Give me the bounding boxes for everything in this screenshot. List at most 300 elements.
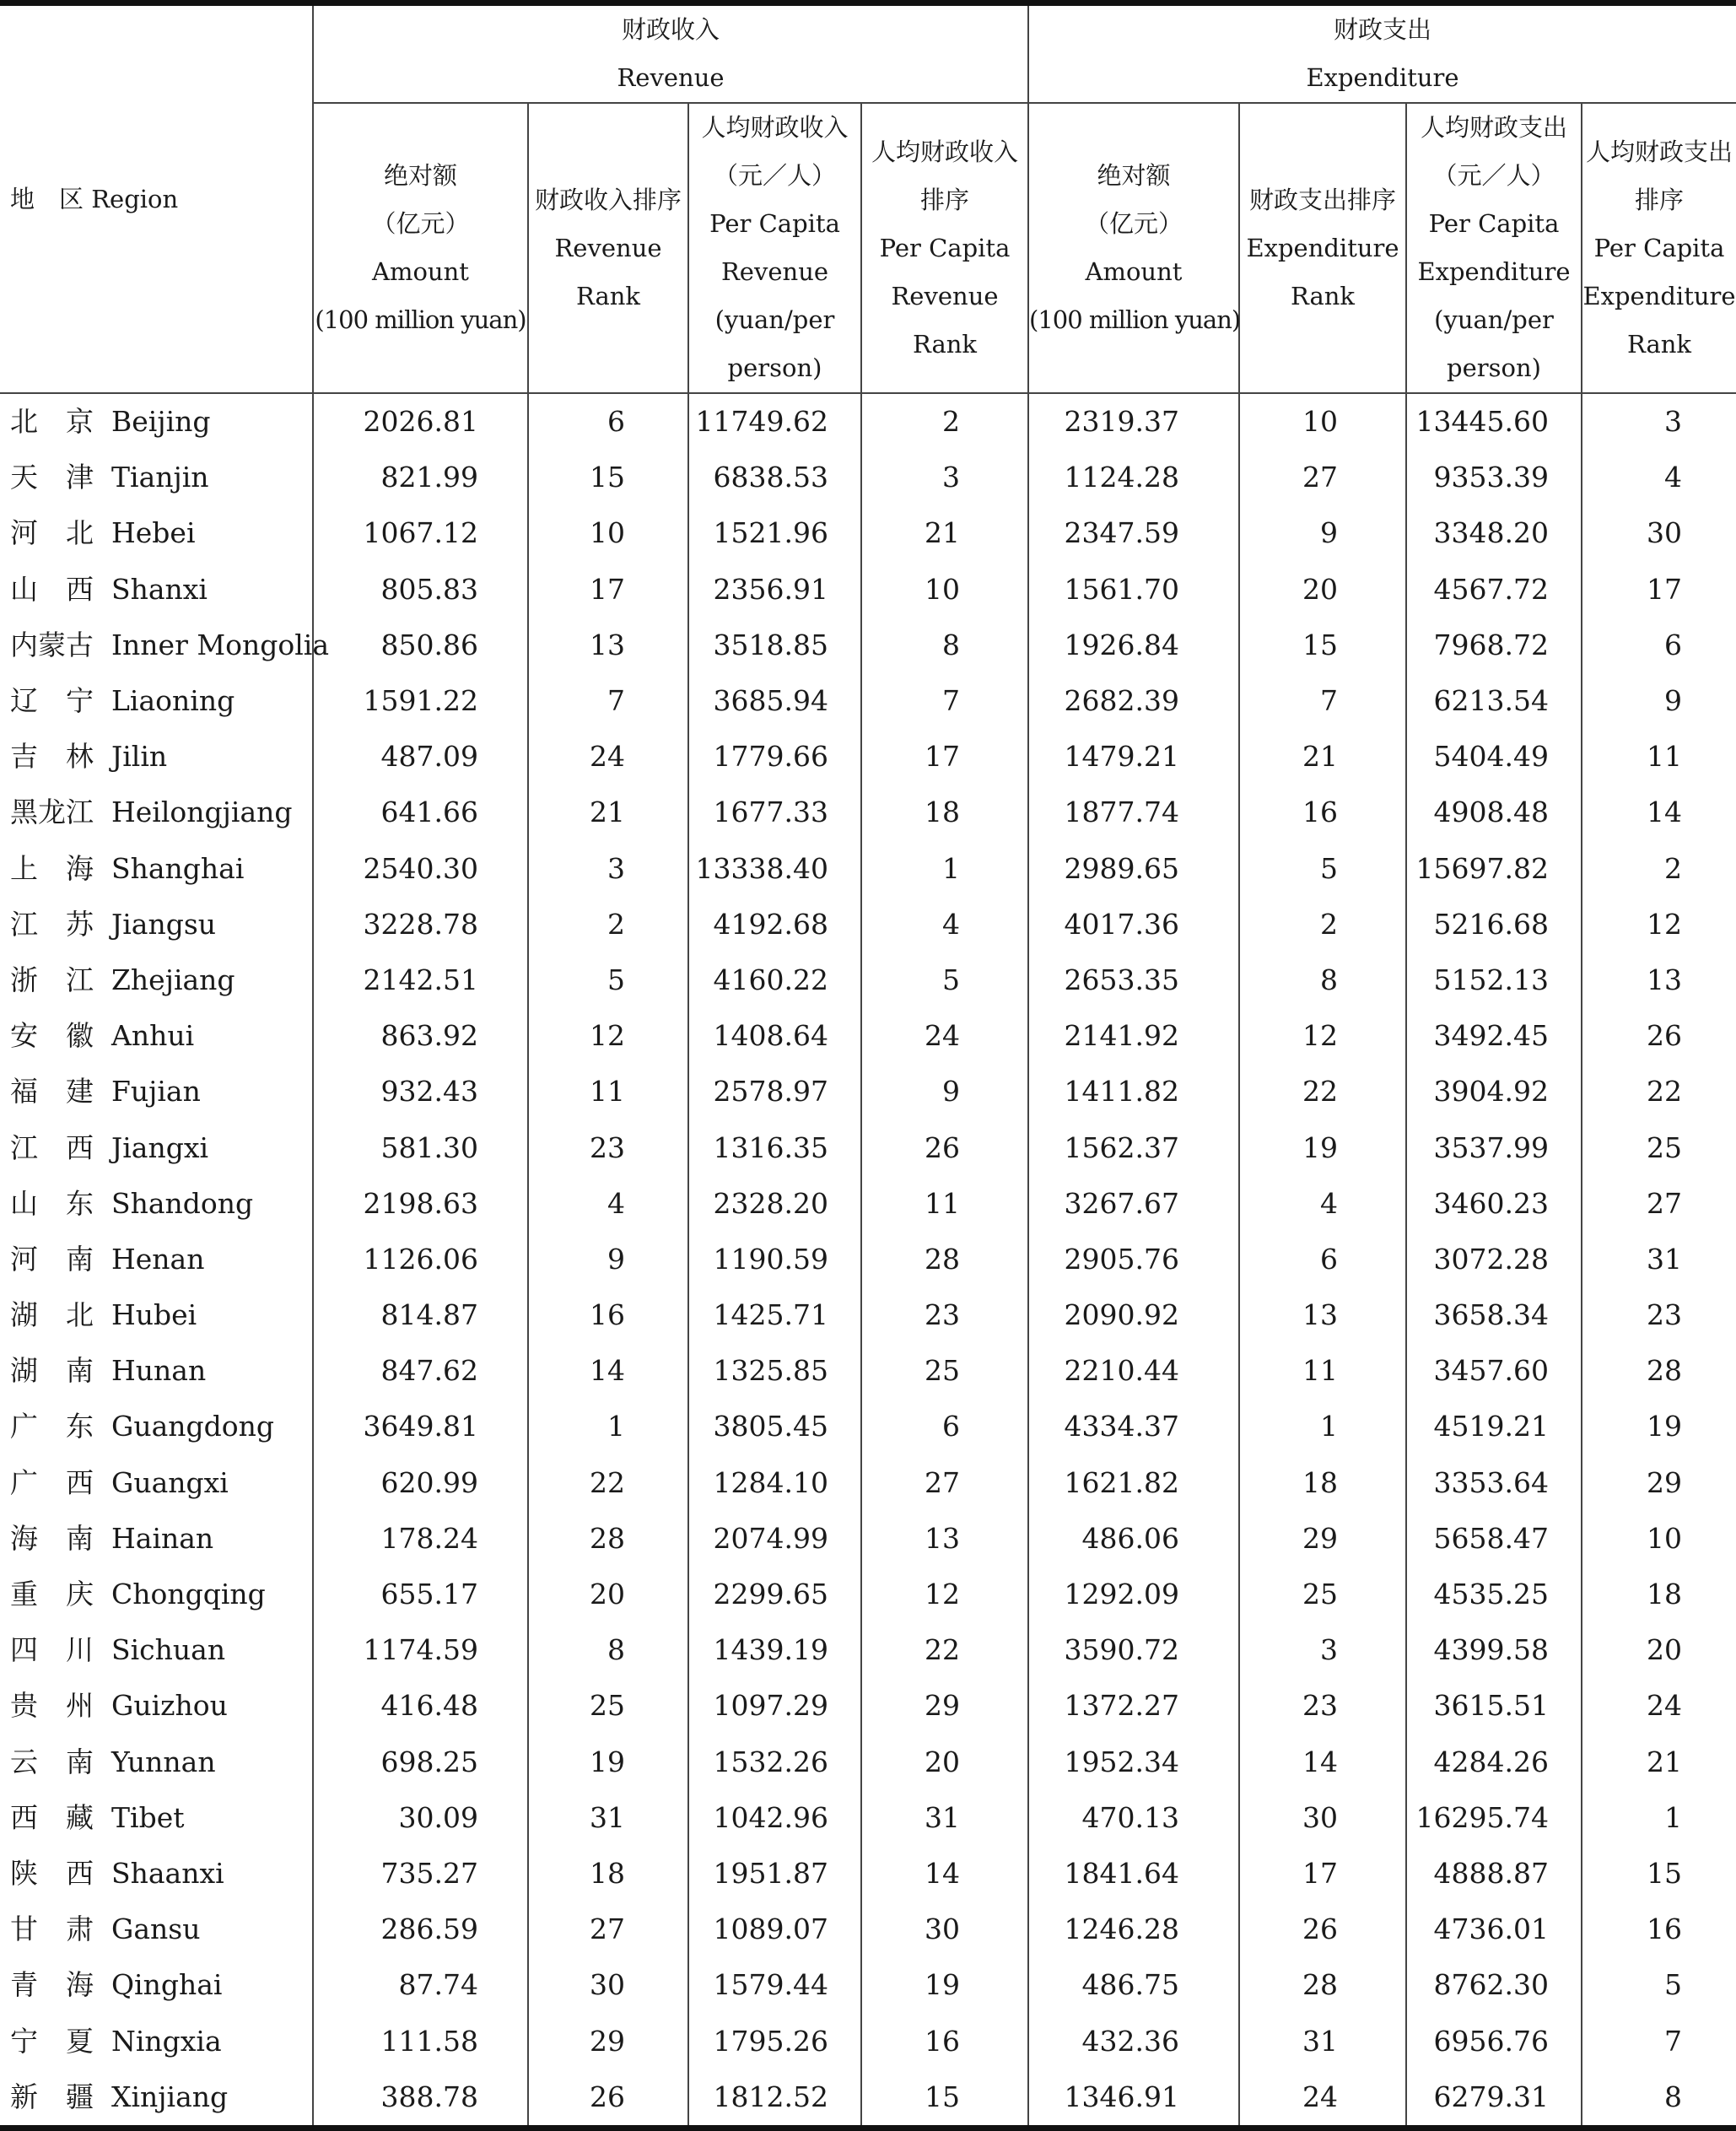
revenue-rank-cell: 20 bbox=[528, 1567, 688, 1622]
expenditure-per-capita-rank-cell: 1 bbox=[1582, 1790, 1736, 1846]
expenditure-per-capita-rank-cell: 21 bbox=[1582, 1734, 1736, 1790]
exp-amount-header-line: (100 million yuan) bbox=[1029, 305, 1241, 334]
region-name-en: Hunan bbox=[111, 1354, 207, 1388]
region-name-en: Chongqing bbox=[111, 1578, 266, 1611]
rev-pc-header-line: Revenue bbox=[720, 257, 829, 286]
region-name-cn: 上 海 bbox=[10, 851, 94, 885]
exp-pc-rank-header-line: 人均财政支出 bbox=[1585, 137, 1733, 166]
region-name-cn: 宁 夏 bbox=[10, 2024, 94, 2058]
expenditure-per-capita-cell: 6213.54 bbox=[1406, 673, 1582, 729]
expenditure-per-capita-cell: 3904.92 bbox=[1406, 1064, 1582, 1119]
expenditure-rank-cell: 30 bbox=[1239, 1790, 1406, 1846]
region-name-en: Guizhou bbox=[111, 1689, 228, 1723]
exp-pc-header-line: （元／人） bbox=[1432, 161, 1555, 190]
region-cell bbox=[0, 1957, 313, 2013]
revenue-amount-cell: 2142.51 bbox=[313, 952, 528, 1008]
region-name-cn: 陕 西 bbox=[10, 1856, 94, 1890]
expenditure-per-capita-rank-cell: 5 bbox=[1582, 1957, 1736, 2013]
region-cell bbox=[0, 1232, 313, 1287]
region-cell bbox=[0, 1343, 313, 1399]
region-name-en: Guangxi bbox=[111, 1465, 229, 1499]
rev-pc-header-line: person) bbox=[727, 353, 822, 382]
table-row bbox=[0, 1232, 1736, 1287]
region-cell bbox=[0, 1734, 313, 1790]
expenditure-per-capita-rank-cell: 30 bbox=[1582, 505, 1736, 561]
revenue-per-capita-cell: 1439.19 bbox=[688, 1622, 861, 1678]
expenditure-amount-cell: 1841.64 bbox=[1028, 1846, 1239, 1902]
table-row bbox=[0, 450, 1736, 505]
exp-rank-header-line: Expenditure bbox=[1246, 233, 1399, 262]
rev-rank-header-line: Revenue bbox=[554, 233, 662, 262]
revenue-rank-cell: 7 bbox=[528, 673, 688, 729]
revenue-rank-cell: 19 bbox=[528, 1734, 688, 1790]
expenditure-amount-cell: 1621.82 bbox=[1028, 1455, 1239, 1511]
revenue-per-capita-cell: 3685.94 bbox=[688, 673, 861, 729]
revenue-rank-cell: 31 bbox=[528, 1790, 688, 1846]
region-cell bbox=[0, 1567, 313, 1622]
revenue-rank-cell: 12 bbox=[528, 1008, 688, 1064]
exp-pc-header-line: Per Capita bbox=[1428, 209, 1560, 238]
rev-pc-rank-header-line: Per Capita bbox=[879, 233, 1011, 262]
table-row bbox=[0, 785, 1736, 840]
table-row bbox=[0, 1343, 1736, 1399]
revenue-per-capita-cell: 1089.07 bbox=[688, 1902, 861, 1957]
region-name-en: Shanghai bbox=[111, 851, 245, 885]
region-name-cn: 山 东 bbox=[10, 1186, 94, 1220]
expenditure-group-en: Expenditure bbox=[1306, 63, 1459, 92]
expenditure-rank-cell: 15 bbox=[1239, 618, 1406, 673]
revenue-amount-cell: 388.78 bbox=[313, 2069, 528, 2128]
revenue-rank-cell: 26 bbox=[528, 2069, 688, 2128]
revenue-per-capita-cell: 1042.96 bbox=[688, 1790, 861, 1846]
expenditure-per-capita-rank-cell: 13 bbox=[1582, 952, 1736, 1008]
revenue-per-capita-cell: 1325.85 bbox=[688, 1343, 861, 1399]
region-name-cn: 青 海 bbox=[10, 1968, 94, 2002]
region-cell bbox=[0, 2069, 313, 2128]
revenue-rank-cell: 28 bbox=[528, 1511, 688, 1567]
region-name-en: Ningxia bbox=[111, 2024, 222, 2058]
revenue-amount-cell: 416.48 bbox=[313, 1678, 528, 1734]
revenue-per-capita-rank-cell: 1 bbox=[861, 841, 1028, 897]
exp-amount-header bbox=[1028, 103, 1239, 393]
exp-pc-rank-header-line: Rank bbox=[1626, 329, 1692, 359]
expenditure-rank-cell: 3 bbox=[1239, 1622, 1406, 1678]
expenditure-per-capita-rank-cell: 7 bbox=[1582, 2013, 1736, 2069]
region-cell bbox=[0, 1902, 313, 1957]
expenditure-per-capita-cell: 7968.72 bbox=[1406, 618, 1582, 673]
expenditure-per-capita-cell: 3348.20 bbox=[1406, 505, 1582, 561]
revenue-per-capita-rank-cell: 20 bbox=[861, 1734, 1028, 1790]
revenue-rank-cell: 11 bbox=[528, 1064, 688, 1119]
expenditure-per-capita-cell: 3457.60 bbox=[1406, 1343, 1582, 1399]
revenue-per-capita-cell: 3518.85 bbox=[688, 618, 861, 673]
expenditure-rank-cell: 22 bbox=[1239, 1064, 1406, 1119]
table-row bbox=[0, 505, 1736, 561]
revenue-per-capita-rank-cell: 7 bbox=[861, 673, 1028, 729]
revenue-rank-cell: 23 bbox=[528, 1119, 688, 1175]
revenue-per-capita-cell: 1521.96 bbox=[688, 505, 861, 561]
revenue-amount-cell: 821.99 bbox=[313, 450, 528, 505]
expenditure-amount-cell: 2090.92 bbox=[1028, 1287, 1239, 1343]
revenue-rank-cell: 8 bbox=[528, 1622, 688, 1678]
region-cell bbox=[0, 1008, 313, 1064]
table-row bbox=[0, 952, 1736, 1008]
revenue-per-capita-cell: 1677.33 bbox=[688, 785, 861, 840]
revenue-amount-cell: 735.27 bbox=[313, 1846, 528, 1902]
region-name-en: Jiangsu bbox=[111, 907, 217, 941]
revenue-per-capita-rank-cell: 25 bbox=[861, 1343, 1028, 1399]
expenditure-rank-cell: 31 bbox=[1239, 2013, 1406, 2069]
revenue-rank-cell: 10 bbox=[528, 505, 688, 561]
expenditure-amount-cell: 4334.37 bbox=[1028, 1399, 1239, 1454]
expenditure-per-capita-rank-cell: 4 bbox=[1582, 450, 1736, 505]
expenditure-per-capita-cell: 6956.76 bbox=[1406, 2013, 1582, 2069]
region-name-cn: 浙 江 bbox=[10, 963, 94, 996]
exp-rank-header-line: Rank bbox=[1290, 281, 1356, 310]
region-name-en: Inner Mongolia bbox=[111, 628, 330, 661]
region-name-en: Fujian bbox=[111, 1075, 201, 1109]
revenue-amount-cell: 814.87 bbox=[313, 1287, 528, 1343]
revenue-amount-cell: 847.62 bbox=[313, 1343, 528, 1399]
region-cell bbox=[0, 393, 313, 450]
exp-per-capita-header bbox=[1406, 103, 1582, 393]
exp-pc-header-line: Expenditure bbox=[1417, 257, 1571, 286]
revenue-rank-cell: 30 bbox=[528, 1957, 688, 2013]
revenue-per-capita-rank-cell: 9 bbox=[861, 1064, 1028, 1119]
region-cell bbox=[0, 1399, 313, 1454]
region-cell bbox=[0, 562, 313, 618]
revenue-per-capita-cell: 1408.64 bbox=[688, 1008, 861, 1064]
revenue-per-capita-rank-cell: 29 bbox=[861, 1678, 1028, 1734]
expenditure-per-capita-rank-cell: 29 bbox=[1582, 1455, 1736, 1511]
region-cell bbox=[0, 1287, 313, 1343]
expenditure-per-capita-cell: 16295.74 bbox=[1406, 1790, 1582, 1846]
expenditure-per-capita-rank-cell: 17 bbox=[1582, 562, 1736, 618]
expenditure-per-capita-rank-cell: 2 bbox=[1582, 841, 1736, 897]
expenditure-per-capita-rank-cell: 18 bbox=[1582, 1567, 1736, 1622]
expenditure-rank-cell: 8 bbox=[1239, 952, 1406, 1008]
revenue-amount-cell: 1591.22 bbox=[313, 673, 528, 729]
expenditure-per-capita-rank-cell: 28 bbox=[1582, 1343, 1736, 1399]
expenditure-per-capita-rank-cell: 8 bbox=[1582, 2069, 1736, 2128]
region-cell bbox=[0, 1678, 313, 1734]
table-row bbox=[0, 1119, 1736, 1175]
rev-pc-header-line: Per Capita bbox=[709, 209, 840, 238]
revenue-per-capita-rank-cell: 27 bbox=[861, 1455, 1028, 1511]
region-name-en: Anhui bbox=[111, 1019, 195, 1053]
revenue-per-capita-rank-cell: 13 bbox=[861, 1511, 1028, 1567]
table-row bbox=[0, 841, 1736, 897]
region-name-en: Henan bbox=[111, 1242, 205, 1276]
expenditure-per-capita-rank-cell: 27 bbox=[1582, 1176, 1736, 1232]
revenue-rank-cell: 3 bbox=[528, 841, 688, 897]
region-cell bbox=[0, 1176, 313, 1232]
expenditure-rank-cell: 21 bbox=[1239, 729, 1406, 785]
region-name-en: Shanxi bbox=[111, 572, 208, 606]
expenditure-per-capita-rank-cell: 9 bbox=[1582, 673, 1736, 729]
table-body bbox=[0, 393, 1736, 2128]
table-row bbox=[0, 1957, 1736, 2013]
revenue-group-header bbox=[313, 3, 1028, 104]
rev-pc-rank-header-line: Rank bbox=[912, 329, 978, 359]
region-cell bbox=[0, 673, 313, 729]
revenue-per-capita-cell: 1812.52 bbox=[688, 2069, 861, 2128]
revenue-per-capita-cell: 11749.62 bbox=[688, 393, 861, 450]
region-cell bbox=[0, 1790, 313, 1846]
revenue-amount-cell: 2026.81 bbox=[313, 393, 528, 450]
expenditure-per-capita-cell: 4736.01 bbox=[1406, 1902, 1582, 1957]
table-row bbox=[0, 2013, 1736, 2069]
expenditure-amount-cell: 486.75 bbox=[1028, 1957, 1239, 2013]
revenue-per-capita-cell: 2074.99 bbox=[688, 1511, 861, 1567]
revenue-amount-cell: 1126.06 bbox=[313, 1232, 528, 1287]
region-name-cn: 重 庆 bbox=[10, 1578, 94, 1611]
region-name-en: Shaanxi bbox=[111, 1856, 224, 1890]
expenditure-amount-cell: 3267.67 bbox=[1028, 1176, 1239, 1232]
rev-pc-header-line: 人均财政收入 bbox=[701, 113, 849, 142]
revenue-rank-cell: 1 bbox=[528, 1399, 688, 1454]
revenue-per-capita-cell: 1579.44 bbox=[688, 1957, 861, 2013]
revenue-per-capita-rank-cell: 28 bbox=[861, 1232, 1028, 1287]
expenditure-amount-cell: 2682.39 bbox=[1028, 673, 1239, 729]
table-row bbox=[0, 1790, 1736, 1846]
table-row bbox=[0, 1734, 1736, 1790]
revenue-per-capita-cell: 2578.97 bbox=[688, 1064, 861, 1119]
revenue-per-capita-cell: 1284.10 bbox=[688, 1455, 861, 1511]
region-name-cn: 湖 北 bbox=[10, 1298, 94, 1332]
expenditure-per-capita-cell: 8762.30 bbox=[1406, 1957, 1582, 2013]
revenue-per-capita-cell: 1425.71 bbox=[688, 1287, 861, 1343]
region-name-cn: 广 东 bbox=[10, 1410, 94, 1443]
revenue-rank-cell: 24 bbox=[528, 729, 688, 785]
expenditure-per-capita-cell: 4888.87 bbox=[1406, 1846, 1582, 1902]
expenditure-amount-cell: 2347.59 bbox=[1028, 505, 1239, 561]
expenditure-amount-cell: 1411.82 bbox=[1028, 1064, 1239, 1119]
revenue-per-capita-rank-cell: 16 bbox=[861, 2013, 1028, 2069]
table-row bbox=[0, 1287, 1736, 1343]
table-row bbox=[0, 729, 1736, 785]
table-row bbox=[0, 1846, 1736, 1902]
rev-rank-header bbox=[528, 103, 688, 393]
expenditure-per-capita-cell: 9353.39 bbox=[1406, 450, 1582, 505]
region-name-cn: 新 疆 bbox=[10, 2080, 94, 2113]
expenditure-per-capita-rank-cell: 26 bbox=[1582, 1008, 1736, 1064]
table-row bbox=[0, 1511, 1736, 1567]
revenue-per-capita-cell: 1316.35 bbox=[688, 1119, 861, 1175]
rev-amount-header-line: （亿元） bbox=[371, 209, 470, 238]
revenue-per-capita-cell: 3805.45 bbox=[688, 1399, 861, 1454]
exp-pc-rank-header-line: Per Capita bbox=[1593, 233, 1725, 262]
expenditure-rank-cell: 16 bbox=[1239, 785, 1406, 840]
region-name-en: Jiangxi bbox=[111, 1130, 209, 1164]
region-cell bbox=[0, 897, 313, 952]
region-name-cn: 湖 南 bbox=[10, 1354, 94, 1388]
expenditure-per-capita-rank-cell: 23 bbox=[1582, 1287, 1736, 1343]
region-cell bbox=[0, 729, 313, 785]
revenue-per-capita-cell: 4192.68 bbox=[688, 897, 861, 952]
expenditure-per-capita-rank-cell: 3 bbox=[1582, 393, 1736, 450]
region-cell bbox=[0, 1846, 313, 1902]
revenue-amount-cell: 487.09 bbox=[313, 729, 528, 785]
revenue-amount-cell: 178.24 bbox=[313, 1511, 528, 1567]
expenditure-per-capita-rank-cell: 10 bbox=[1582, 1511, 1736, 1567]
rev-rank-header-line: 财政收入排序 bbox=[534, 185, 682, 214]
expenditure-amount-cell: 1561.70 bbox=[1028, 562, 1239, 618]
table-row bbox=[0, 897, 1736, 952]
expenditure-amount-cell: 4017.36 bbox=[1028, 897, 1239, 952]
expenditure-per-capita-rank-cell: 15 bbox=[1582, 1846, 1736, 1902]
region-cell bbox=[0, 1119, 313, 1175]
revenue-per-capita-rank-cell: 19 bbox=[861, 1957, 1028, 2013]
expenditure-per-capita-rank-cell: 14 bbox=[1582, 785, 1736, 840]
region-cell bbox=[0, 952, 313, 1008]
revenue-per-capita-cell: 4160.22 bbox=[688, 952, 861, 1008]
revenue-rank-cell: 16 bbox=[528, 1287, 688, 1343]
revenue-amount-cell: 932.43 bbox=[313, 1064, 528, 1119]
expenditure-amount-cell: 1346.91 bbox=[1028, 2069, 1239, 2128]
table-row bbox=[0, 1455, 1736, 1511]
rev-per-capita-rank-header bbox=[861, 103, 1028, 393]
expenditure-per-capita-rank-cell: 22 bbox=[1582, 1064, 1736, 1119]
table-row bbox=[0, 1399, 1736, 1454]
expenditure-rank-cell: 29 bbox=[1239, 1511, 1406, 1567]
region-name-en: Hubei bbox=[111, 1298, 197, 1332]
expenditure-per-capita-cell: 3353.64 bbox=[1406, 1455, 1582, 1511]
expenditure-amount-cell: 1292.09 bbox=[1028, 1567, 1239, 1622]
table-row bbox=[0, 1008, 1736, 1064]
region-name-cn: 贵 州 bbox=[10, 1689, 94, 1723]
expenditure-per-capita-cell: 5216.68 bbox=[1406, 897, 1582, 952]
region-name-cn: 山 西 bbox=[10, 572, 94, 606]
table-row bbox=[0, 673, 1736, 729]
revenue-amount-cell: 620.99 bbox=[313, 1455, 528, 1511]
table-row bbox=[0, 1567, 1736, 1622]
expenditure-rank-cell: 5 bbox=[1239, 841, 1406, 897]
revenue-amount-cell: 2540.30 bbox=[313, 841, 528, 897]
expenditure-rank-cell: 4 bbox=[1239, 1176, 1406, 1232]
revenue-per-capita-rank-cell: 5 bbox=[861, 952, 1028, 1008]
region-cell bbox=[0, 1064, 313, 1119]
table-header bbox=[0, 3, 1736, 394]
exp-rank-header bbox=[1239, 103, 1406, 393]
rev-pc-rank-header-line: 人均财政收入 bbox=[871, 137, 1018, 166]
region-cell bbox=[0, 1455, 313, 1511]
region-cell bbox=[0, 505, 313, 561]
revenue-per-capita-rank-cell: 4 bbox=[861, 897, 1028, 952]
expenditure-per-capita-cell: 4908.48 bbox=[1406, 785, 1582, 840]
region-name-cn: 西 藏 bbox=[10, 1800, 94, 1834]
region-cell bbox=[0, 841, 313, 897]
exp-pc-rank-header-line: Expenditure bbox=[1582, 281, 1736, 310]
expenditure-per-capita-cell: 15697.82 bbox=[1406, 841, 1582, 897]
expenditure-rank-cell: 12 bbox=[1239, 1008, 1406, 1064]
expenditure-rank-cell: 7 bbox=[1239, 673, 1406, 729]
expenditure-per-capita-rank-cell: 20 bbox=[1582, 1622, 1736, 1678]
region-name-en: Sichuan bbox=[111, 1633, 226, 1667]
rev-pc-header-line: (yuan/per bbox=[714, 305, 835, 334]
revenue-rank-cell: 4 bbox=[528, 1176, 688, 1232]
expenditure-amount-cell: 1372.27 bbox=[1028, 1678, 1239, 1734]
revenue-rank-cell: 25 bbox=[528, 1678, 688, 1734]
region-name-en: Hainan bbox=[111, 1521, 214, 1555]
revenue-per-capita-cell: 1190.59 bbox=[688, 1232, 861, 1287]
region-cell bbox=[0, 618, 330, 673]
revenue-amount-cell: 111.58 bbox=[313, 2013, 528, 2069]
revenue-amount-cell: 655.17 bbox=[313, 1567, 528, 1622]
expenditure-per-capita-cell: 3537.99 bbox=[1406, 1119, 1582, 1175]
expenditure-amount-cell: 1952.34 bbox=[1028, 1734, 1239, 1790]
table-row bbox=[0, 1064, 1736, 1119]
rev-amount-header-line: 绝对额 bbox=[383, 161, 457, 190]
expenditure-amount-cell: 2989.65 bbox=[1028, 841, 1239, 897]
expenditure-per-capita-cell: 4567.72 bbox=[1406, 562, 1582, 618]
revenue-per-capita-cell: 1779.66 bbox=[688, 729, 861, 785]
exp-amount-header-line: （亿元） bbox=[1084, 209, 1183, 238]
table-row bbox=[0, 1622, 1736, 1678]
expenditure-amount-cell: 470.13 bbox=[1028, 1790, 1239, 1846]
exp-pc-header-line: (yuan/per bbox=[1434, 305, 1554, 334]
revenue-per-capita-rank-cell: 15 bbox=[861, 2069, 1028, 2128]
region-name-cn: 北 京 bbox=[10, 405, 94, 439]
revenue-amount-cell: 863.92 bbox=[313, 1008, 528, 1064]
expenditure-rank-cell: 26 bbox=[1239, 1902, 1406, 1957]
expenditure-rank-cell: 1 bbox=[1239, 1399, 1406, 1454]
expenditure-amount-cell: 1926.84 bbox=[1028, 618, 1239, 673]
expenditure-per-capita-cell: 13445.60 bbox=[1406, 393, 1582, 450]
expenditure-rank-cell: 19 bbox=[1239, 1119, 1406, 1175]
expenditure-per-capita-rank-cell: 19 bbox=[1582, 1399, 1736, 1454]
table-row bbox=[0, 562, 1736, 618]
region-name-cn: 江 苏 bbox=[10, 907, 94, 941]
rev-amount-header-line: Amount bbox=[372, 257, 469, 286]
expenditure-amount-cell: 2210.44 bbox=[1028, 1343, 1239, 1399]
revenue-per-capita-rank-cell: 12 bbox=[861, 1567, 1028, 1622]
region-name-en: Shandong bbox=[111, 1186, 254, 1220]
expenditure-rank-cell: 10 bbox=[1239, 393, 1406, 450]
revenue-rank-cell: 6 bbox=[528, 393, 688, 450]
exp-per-capita-rank-header bbox=[1582, 103, 1736, 393]
revenue-rank-cell: 9 bbox=[528, 1232, 688, 1287]
table-row bbox=[0, 1902, 1736, 1957]
revenue-rank-cell: 17 bbox=[528, 562, 688, 618]
revenue-amount-cell: 641.66 bbox=[313, 785, 528, 840]
revenue-rank-cell: 15 bbox=[528, 450, 688, 505]
expenditure-per-capita-cell: 4399.58 bbox=[1406, 1622, 1582, 1678]
region-cell bbox=[0, 1622, 313, 1678]
rev-pc-rank-header-line: 排序 bbox=[919, 185, 969, 214]
table-row bbox=[0, 1176, 1736, 1232]
table-row bbox=[0, 393, 1736, 450]
expenditure-per-capita-rank-cell: 24 bbox=[1582, 1678, 1736, 1734]
expenditure-amount-cell: 2319.37 bbox=[1028, 393, 1239, 450]
table-row bbox=[0, 2069, 1736, 2128]
expenditure-group-header bbox=[1028, 3, 1736, 104]
region-name-en: Zhejiang bbox=[111, 963, 235, 996]
revenue-per-capita-rank-cell: 10 bbox=[861, 562, 1028, 618]
region-name-cn: 内蒙古 bbox=[10, 628, 94, 661]
region-name-cn: 广 西 bbox=[10, 1465, 94, 1499]
expenditure-amount-cell: 1877.74 bbox=[1028, 785, 1239, 840]
revenue-per-capita-rank-cell: 24 bbox=[861, 1008, 1028, 1064]
expenditure-per-capita-cell: 6279.31 bbox=[1406, 2069, 1582, 2128]
expenditure-rank-cell: 28 bbox=[1239, 1957, 1406, 2013]
revenue-per-capita-rank-cell: 18 bbox=[861, 785, 1028, 840]
exp-rank-header-line: 财政支出排序 bbox=[1248, 185, 1396, 214]
revenue-amount-cell: 2198.63 bbox=[313, 1176, 528, 1232]
exp-amount-header-line: 绝对额 bbox=[1097, 161, 1171, 190]
expenditure-rank-cell: 20 bbox=[1239, 562, 1406, 618]
revenue-rank-cell: 5 bbox=[528, 952, 688, 1008]
